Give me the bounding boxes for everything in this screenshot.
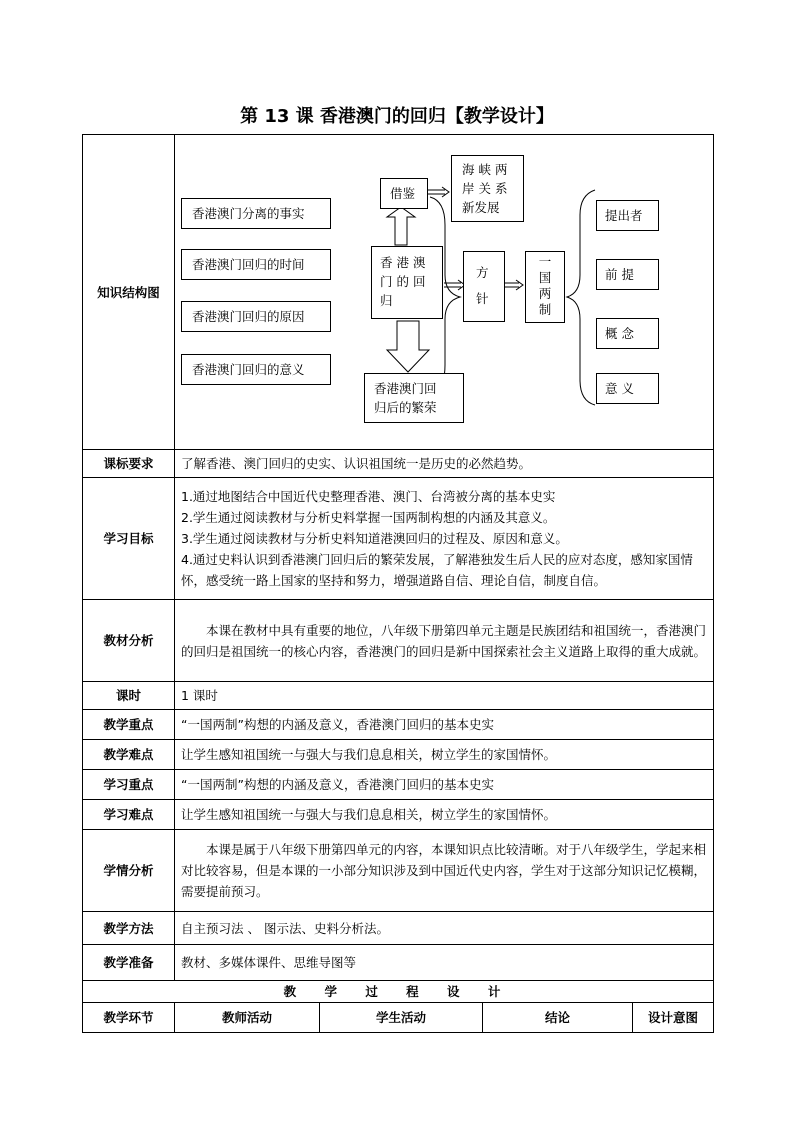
process-header-row [83, 1003, 714, 1033]
prosperity-box: 香港澳门回 归后的繁荣 [364, 373, 464, 423]
material-row [83, 600, 714, 682]
octs-box: 一 国 两 制 [525, 251, 565, 323]
curriculum-label: 课标要求 [83, 450, 175, 478]
material-label: 教材分析 [83, 600, 175, 682]
strait-box: 海 峡 两 岸 关 系 新发展 [451, 155, 524, 222]
goals-label: 学习目标 [83, 478, 175, 600]
study-key-row [83, 770, 714, 800]
study-difficult-label: 学习难点 [83, 800, 175, 830]
curriculum-text: 了解香港、澳门回归的史实、认识祖国统一是历史的必然趋势。 [175, 450, 714, 478]
borrow-box: 借鉴 [380, 178, 428, 209]
period-label: 课时 [83, 682, 175, 710]
col-header-intent: 设计意图 [633, 1003, 714, 1033]
lesson-plan-table [82, 134, 714, 1033]
situation-text: 本课是属于八年级下册第四单元的内容，本课知识点比较清晰。对于八年级学生，学起来相对比较容易，但是本课的一小部分知识涉及到中国近代史内容，学生对于这部分知识记忆模糊，需要提前预习。 [175, 830, 714, 912]
goal-item: 3.学生通过阅读教材与分析史料知道港澳回归的过程及、原因和意义。 [181, 531, 568, 546]
difficult-label: 教学难点 [83, 740, 175, 770]
situation-row [83, 830, 714, 912]
structure-label: 知识结构图 [83, 135, 175, 450]
process-heading: 教 学 过 程 设 计 [83, 981, 714, 1003]
col-header-student: 学生活动 [320, 1003, 483, 1033]
right-box-premise: 前 提 [596, 259, 659, 290]
curriculum-row [83, 450, 714, 478]
right-box-concept: 概 念 [596, 318, 659, 349]
key-label: 教学重点 [83, 710, 175, 740]
study-key-text: “一国两制”构想的内涵及意义，香港澳门回归的基本史实 [175, 770, 714, 800]
method-row [83, 912, 714, 945]
goals-row [83, 478, 714, 600]
center-box-return: 香 港 澳 门 的 回 归 [371, 246, 443, 319]
study-key-label: 学习重点 [83, 770, 175, 800]
study-difficult-text: 让学生感知祖国统一与强大与我们息息相关，树立学生的家国情怀。 [175, 800, 714, 830]
left-box-significance: 香港澳门回归的意义 [181, 354, 331, 385]
key-row [83, 710, 714, 740]
material-text: 本课在教材中具有重要的地位，八年级下册第四单元主题是民族团结和祖国统一，香港澳门的回归是祖国统一的核心内容，香港澳门的回归是新中国探索社会主义道路上取得的重大成就。 [175, 600, 714, 682]
page-title: 第 13 课 香港澳门的回归【教学设计】 [240, 106, 554, 127]
right-box-proposer: 提出者 [596, 200, 659, 231]
prep-text: 教材、多媒体课件、思维导图等 [175, 945, 714, 981]
policy-box: 方 针 [463, 251, 505, 322]
period-row [83, 682, 714, 710]
col-header-stage: 教学环节 [83, 1003, 175, 1033]
left-box-separation: 香港澳门分离的事实 [181, 198, 331, 229]
col-header-conclusion: 结论 [483, 1003, 633, 1033]
difficult-text: 让学生感知祖国统一与强大与我们息息相关，树立学生的家国情怀。 [175, 740, 714, 770]
goal-item: 2.学生通过阅读教材与分析史料掌握一国两制构想的内涵及其意义。 [181, 510, 556, 525]
method-label: 教学方法 [83, 912, 175, 945]
prep-row [83, 945, 714, 981]
knowledge-diagram [175, 135, 711, 448]
left-box-time: 香港澳门回归的时间 [181, 249, 331, 280]
situation-label: 学情分析 [83, 830, 175, 912]
structure-row [83, 135, 714, 450]
method-text: 自主预习法 、 图示法、史料分析法。 [175, 912, 714, 945]
key-text: “一国两制”构想的内涵及意义，香港澳门回归的基本史实 [175, 710, 714, 740]
goal-item: 4.通过史料认识到香港澳门回归后的繁荣发展，了解港独发生后人民的应对态度，感知家国情怀，感受统一路上国家的坚持和努力，增强道路自信、理论自信，制度自信。 [181, 552, 693, 588]
prep-label: 教学准备 [83, 945, 175, 981]
process-heading-row [83, 981, 714, 1003]
goal-item: 1.通过地图结合中国近代史整理香港、澳门、台湾被分离的基本史实 [181, 489, 556, 504]
study-difficult-row [83, 800, 714, 830]
difficult-row [83, 740, 714, 770]
period-text: 1 课时 [175, 682, 714, 710]
left-box-reason: 香港澳门回归的原因 [181, 301, 331, 332]
right-box-meaning: 意 义 [596, 373, 659, 404]
col-header-teacher: 教师活动 [175, 1003, 320, 1033]
